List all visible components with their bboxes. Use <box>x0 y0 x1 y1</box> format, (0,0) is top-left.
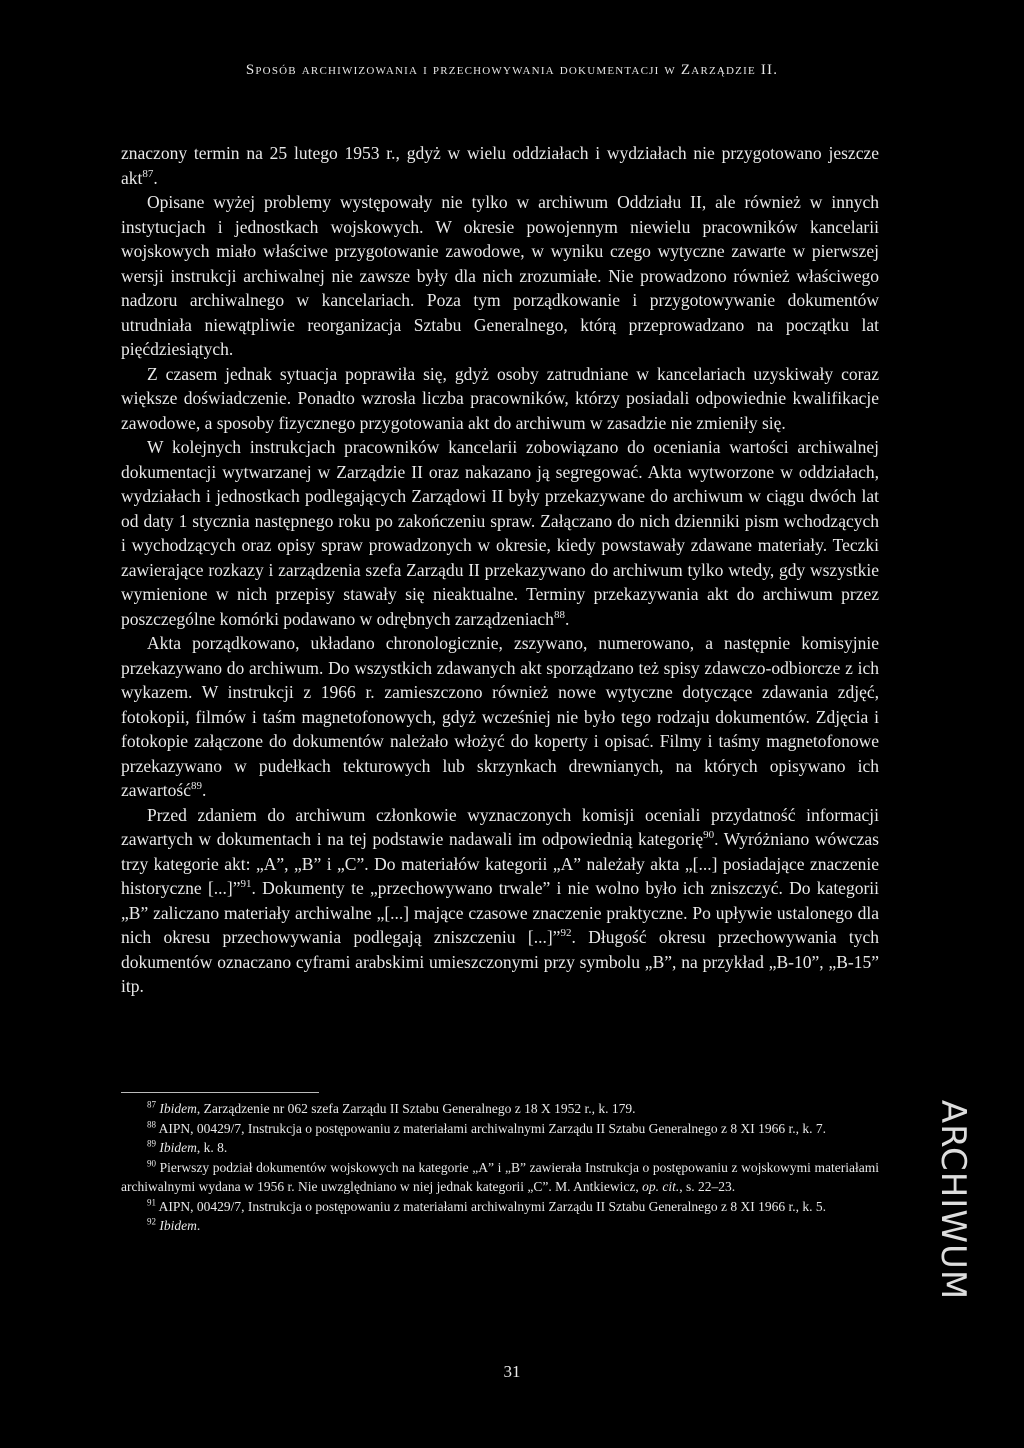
side-label: ARCHIWUM <box>933 1099 973 1301</box>
paragraph: Z czasem jednak sytuacja poprawiła się, gdyż osoby zatrudniane w kancelariach uzyskiwały coraz większe doświadczenie. Ponadto wzrosła liczba pracowników, którzy posiadali odpowiednie kwalifikacje zawodowe, a sposoby fizycznego przygotowania akt do archiwum w zasadzie nie zmieniły się. <box>121 363 879 433</box>
footnote-ref[interactable]: 92 <box>560 927 572 940</box>
footnote: $^{87}$ Ibidem, Zarządzenie nr 062 szefa Zarządu II Sztabu Generalnego z 18 X 1952 r., k. 179. <box>147 1099 636 1116</box>
footnotes <box>121 1099 879 1236</box>
paragraph: W kolejnych instrukcjach pracowników kancelarii zobowiązano do oceniania wartości archiwalnej dokumentacji wytwarzanej w Zarządzie II oraz nakazano ją segregować. Akta wytworzone w oddziałach, wydziałach i jednostkach podlegających Zarządowi II były przekazywane do archiwum w ciągu dwóch lat od daty 1 stycznia następnego roku po zakończeniu spraw. Załączano do nich dzienniki pism wchodzących i wychodzących oraz opisy spraw prowadzonych w okresie, kiedy powstawały zdawane materiały. Teczki zawierające rozkazy i zarządzenia szefa Zarządu II przekazywano do archiwum tylko wtedy, gdy wszystkie wymienione w nich przepisy stawały się nieaktualne. Terminy przekazywania akt do archiwum przez poszczególne komórki podawano w odrębnych zarządzeniach$^{88}$. <box>121 437 879 629</box>
page-number: 31 <box>503 1362 521 1381</box>
footnote: $^{88}$ AIPN, 00429/7, Instrukcja o postępowaniu z materiałami archiwalnymi Zarządu II Sztabu Generalnego z 8 XI 1966 r., k. 7. <box>147 1119 826 1136</box>
footnote: $^{91}$ AIPN, 00429/7, Instrukcja o postępowaniu z materiałami archiwalnymi Zarządu II Sztabu Generalnego z 8 XI 1966 r., k. 5. <box>147 1197 826 1214</box>
footnote-separator <box>121 1092 319 1093</box>
footnote-ref[interactable]: 89 <box>190 780 202 793</box>
footnote: $^{89}$ Ibidem, k. 8. <box>147 1138 228 1155</box>
footnote-ref[interactable]: 90 <box>703 829 715 842</box>
footnote: $^{90}$ Pierwszy podział dokumentów wojskowych na kategorie „A” i „B” zawierała Instrukcja o postępowaniu z wojskowymi materiałami archiwalnymi wydana w 1956 r. Nie uwzględniano w niej jednak kategorii „C”. M. Antkiewicz, op. cit., s. 22–23. <box>121 1158 879 1194</box>
paragraph: Akta porządkowano, układano chronologicznie, zszywano, numerowano, a następnie komisyjnie przekazywano do archiwum. Do wszystkich zdawanych akt sporządzano też spisy zdawczo-odbiorcze z ich wykazem. W instrukcji z 1966 r. zamieszczono również nowe wytyczne dotyczące zdawania zdjęć, fotokopii, filmów i taśm magnetofonowych, gdyż wcześniej nie było tego rodzaju dokumentów. Zdjęcia i fotokopie załączone do dokumentów należało włożyć do koperty i opisać. Filmy i taśmy magnetofonowe przekazywano w pudełkach tekturowych lub skrzynkach drewnianych, na których opisywano ich zawartość$^{89}$. <box>121 633 879 800</box>
paragraph: znaczony termin na 25 lutego 1953 r., gdyż w wielu oddziałach i wydziałach nie przygotowano jeszcze akt$^{87}$. <box>121 143 879 188</box>
running-header: Sposób archiwizowania i przechowywania dokumentacji w Zarządzie II. <box>245 62 779 78</box>
paragraph: Opisane wyżej problemy występowały nie tylko w archiwum Oddziału II, ale również w innych instytucjach i jednostkach wojskowych. W okresie powojennym niewielu pracowników kancelarii wojskowych miało właściwe przygotowanie zawodowe, w wyniku czego wytyczne zawarte w pierwszej wersji instrukcji archiwalnej nie zawsze były dla nich zrozumiałe. Nie prowadzono również właściwego nadzoru archiwalnego w kancelariach. Poza tym porządkowanie i przygotowywanie dokumentów utrudniała niewątpliwie reorganizacja Sztabu Generalnego, którą przeprowadzano na początku lat pięćdziesiątych. <box>121 192 879 359</box>
paragraph: Przed zdaniem do archiwum członkowie wyznaczonych komisji oceniali przydatność informacji zawartych w dokumentach i na tej podstawie nadawali im odpowiednią kategorię$^{90}$. Wyróżniano wówczas trzy kategorie akt: „A”, „B” i „C”. Do materiałów kategorii „A” należały akta „[...] posiadające znaczenie historyczne [...]”$^{91}$. Dokumenty te „przechowywano trwale” i nie wolno było ich zniszczyć. Do kategorii „B” zaliczano materiały archiwalne „[...] mające czasowe znaczenie praktyczne. Po upływie ustalonego dla nich okresu przechowywania podlegają zniszczeniu [...]”$^{92}$. Długość okresu przechowywania tych dokumentów oznaczano cyframi arabskimi umieszczonymi przy symbolu „B”, na przykład „B-10”, „B-15” itp. <box>121 804 879 996</box>
main-text <box>121 141 879 999</box>
footnote-ref[interactable]: 91 <box>240 878 252 891</box>
footnote-ref[interactable]: 88 <box>553 608 565 621</box>
footnote: $^{92}$ Ibidem. <box>147 1216 201 1233</box>
footnote-ref[interactable]: 87 <box>142 167 154 180</box>
